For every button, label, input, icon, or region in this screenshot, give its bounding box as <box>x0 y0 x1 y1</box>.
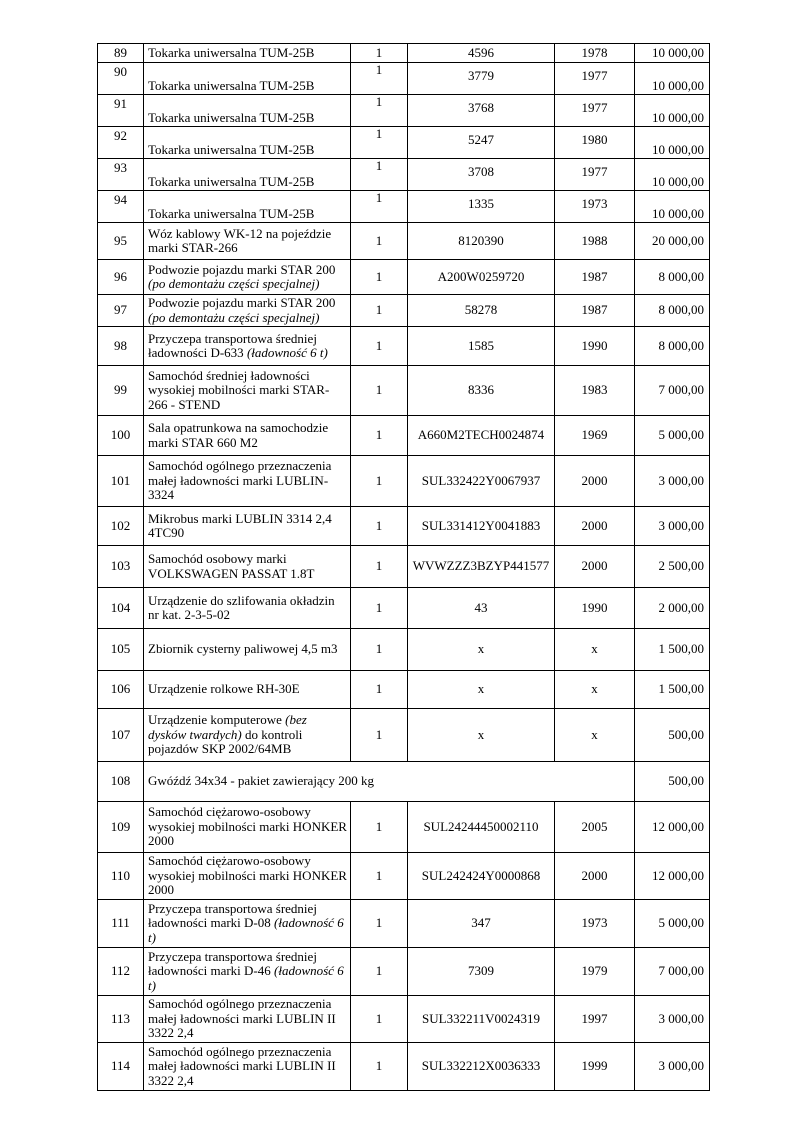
item-year: x <box>555 629 635 671</box>
row-number: 99 <box>98 366 144 416</box>
item-serial: 1585 <box>408 327 555 366</box>
item-year: 2000 <box>555 456 635 507</box>
item-quantity: 1 <box>351 260 408 295</box>
item-quantity: 1 <box>351 996 408 1043</box>
item-quantity: 1 <box>351 327 408 366</box>
item-name: Samochód osobowy marki VOLKSWAGEN PASSAT 1.8T <box>144 546 351 588</box>
row-number: 105 <box>98 629 144 671</box>
item-quantity: 1 <box>351 709 408 762</box>
item-quantity: 1 <box>351 127 408 159</box>
item-quantity: 1 <box>351 853 408 900</box>
item-value: 2 000,00 <box>635 588 710 629</box>
item-note: (po demontażu części specjalnej) <box>148 309 320 325</box>
row-number: 96 <box>98 260 144 295</box>
row-number: 114 <box>98 1043 144 1091</box>
item-year: 1977 <box>555 95 635 127</box>
item-value: 1 500,00 <box>635 671 710 709</box>
row-number: 112 <box>98 948 144 996</box>
item-quantity: 1 <box>351 948 408 996</box>
item-name-text: Podwozie pojazdu marki STAR 200 <box>148 261 336 277</box>
row-number: 103 <box>98 546 144 588</box>
item-value: 20 000,00 <box>635 223 710 260</box>
item-year: 1980 <box>555 127 635 159</box>
item-name: Wóz kablowy WK-12 na pojeździe marki STAR-266 <box>144 223 351 260</box>
item-serial: 7309 <box>408 948 555 996</box>
item-note: (ładowność 6 t) <box>148 963 344 993</box>
table-row <box>98 223 710 260</box>
item-name: Samochód ogólnego przeznaczenia małej ładowności marki LUBLIN II 3322 2,4 <box>144 996 351 1043</box>
row-number: 102 <box>98 507 144 546</box>
item-note: (bez dysków twardych) <box>148 712 307 742</box>
row-number: 101 <box>98 456 144 507</box>
row-number: 104 <box>98 588 144 629</box>
item-name: Sala opatrunkowa na samochodzie marki STAR 660 M2 <box>144 416 351 456</box>
row-number: 106 <box>98 671 144 709</box>
item-year: 1973 <box>555 191 635 223</box>
item-year: x <box>555 671 635 709</box>
item-serial: x <box>408 671 555 709</box>
row-number: 97 <box>98 295 144 327</box>
item-quantity: 1 <box>351 1043 408 1091</box>
table-row <box>98 948 710 996</box>
item-year: 1997 <box>555 996 635 1043</box>
row-number: 111 <box>98 900 144 948</box>
item-value: 1 500,00 <box>635 629 710 671</box>
item-quantity: 1 <box>351 223 408 260</box>
item-year: 1969 <box>555 416 635 456</box>
item-year: 1990 <box>555 327 635 366</box>
row-number: 100 <box>98 416 144 456</box>
row-number: 95 <box>98 223 144 260</box>
table-row <box>98 327 710 366</box>
item-year: 1987 <box>555 295 635 327</box>
item-year: 1990 <box>555 588 635 629</box>
row-number: 109 <box>98 802 144 853</box>
table-row <box>98 127 710 159</box>
item-quantity: 1 <box>351 63 408 95</box>
item-quantity: 1 <box>351 416 408 456</box>
item-serial: 58278 <box>408 295 555 327</box>
table-row <box>98 44 710 63</box>
table-row <box>98 507 710 546</box>
item-name <box>144 948 351 996</box>
row-number: 92 <box>98 127 144 159</box>
item-serial: A660M2TECH0024874 <box>408 416 555 456</box>
item-value: 12 000,00 <box>635 802 710 853</box>
item-note: (ładowność 6 t) <box>148 915 344 945</box>
item-serial: x <box>408 709 555 762</box>
row-number: 94 <box>98 191 144 223</box>
item-value: 3 000,00 <box>635 1043 710 1091</box>
item-value: 3 000,00 <box>635 507 710 546</box>
item-year: 2000 <box>555 853 635 900</box>
item-name: Tokarka uniwersalna TUM-25B <box>144 95 351 127</box>
item-name: Tokarka uniwersalna TUM-25B <box>144 159 351 191</box>
item-name: Tokarka uniwersalna TUM-25B <box>144 127 351 159</box>
item-quantity: 1 <box>351 507 408 546</box>
item-year: 1979 <box>555 948 635 996</box>
item-name: Zbiornik cysterny paliwowej 4,5 m3 <box>144 629 351 671</box>
item-quantity: 1 <box>351 295 408 327</box>
item-serial: 3708 <box>408 159 555 191</box>
row-number: 98 <box>98 327 144 366</box>
item-value: 7 000,00 <box>635 366 710 416</box>
item-serial: SUL331412Y0041883 <box>408 507 555 546</box>
item-serial: 8336 <box>408 366 555 416</box>
table-row <box>98 1043 710 1091</box>
item-serial: SUL332212X0036333 <box>408 1043 555 1091</box>
item-value: 8 000,00 <box>635 295 710 327</box>
item-name: Tokarka uniwersalna TUM-25B <box>144 44 351 63</box>
item-name: Urządzenie do szlifowania okładzin nr kat. 2-3-5-02 <box>144 588 351 629</box>
table-row <box>98 95 710 127</box>
item-name <box>144 260 351 295</box>
item-quantity: 1 <box>351 191 408 223</box>
item-year: 1977 <box>555 159 635 191</box>
row-number: 110 <box>98 853 144 900</box>
table-row <box>98 900 710 948</box>
table-row <box>98 456 710 507</box>
item-name: Tokarka uniwersalna TUM-25B <box>144 191 351 223</box>
item-value: 10 000,00 <box>635 127 710 159</box>
item-quantity: 1 <box>351 95 408 127</box>
item-year: 1978 <box>555 44 635 63</box>
table-row <box>98 996 710 1043</box>
table-row <box>98 366 710 416</box>
item-name <box>144 295 351 327</box>
item-quantity: 1 <box>351 588 408 629</box>
item-year: 2005 <box>555 802 635 853</box>
row-number: 89 <box>98 44 144 63</box>
item-serial: SUL332422Y0067937 <box>408 456 555 507</box>
row-number: 93 <box>98 159 144 191</box>
item-serial: SUL24244450002110 <box>408 802 555 853</box>
item-value: 12 000,00 <box>635 853 710 900</box>
item-quantity: 1 <box>351 802 408 853</box>
table-row <box>98 159 710 191</box>
item-name <box>144 900 351 948</box>
item-serial: 43 <box>408 588 555 629</box>
table-row <box>98 191 710 223</box>
item-name: Samochód ogólnego przeznaczenia małej ładowności marki LUBLIN-3324 <box>144 456 351 507</box>
item-quantity: 1 <box>351 900 408 948</box>
item-serial: x <box>408 629 555 671</box>
item-name-text: Przyczepa transportowa średniej ładowności marki D-08 <box>148 900 317 931</box>
item-value: 500,00 <box>635 762 710 802</box>
item-name: Samochód średniej ładowności wysokiej mobilności marki STAR-266 - STEND <box>144 366 351 416</box>
table-row <box>98 295 710 327</box>
item-name <box>144 327 351 366</box>
table-row <box>98 546 710 588</box>
item-serial: 3779 <box>408 63 555 95</box>
item-year: 1977 <box>555 63 635 95</box>
item-quantity: 1 <box>351 366 408 416</box>
item-quantity: 1 <box>351 456 408 507</box>
item-value: 10 000,00 <box>635 191 710 223</box>
item-name: Samochód ciężarowo-osobowy wysokiej mobilności marki HONKER 2000 <box>144 853 351 900</box>
item-quantity: 1 <box>351 44 408 63</box>
item-year: 1988 <box>555 223 635 260</box>
row-number: 90 <box>98 63 144 95</box>
item-name-text: Podwozie pojazdu marki STAR 200 <box>148 295 336 310</box>
item-name: Gwóźdź 34x34 - pakiet zawierający 200 kg <box>144 762 635 802</box>
item-quantity: 1 <box>351 546 408 588</box>
row-number: 108 <box>98 762 144 802</box>
item-value: 10 000,00 <box>635 159 710 191</box>
item-name <box>144 709 351 762</box>
item-value: 3 000,00 <box>635 996 710 1043</box>
table-row <box>98 260 710 295</box>
item-quantity: 1 <box>351 159 408 191</box>
item-value: 10 000,00 <box>635 95 710 127</box>
item-name-text: Przyczepa transportowa średniej ładowności D-633 <box>148 330 317 360</box>
item-serial: SUL242424Y0000868 <box>408 853 555 900</box>
item-value: 10 000,00 <box>635 63 710 95</box>
item-name: Urządzenie rolkowe RH-30E <box>144 671 351 709</box>
item-note: (ładowność 6 t) <box>246 345 328 360</box>
item-serial: WVWZZZ3BZYP441577 <box>408 546 555 588</box>
item-value: 10 000,00 <box>635 44 710 63</box>
item-serial: SUL332211V0024319 <box>408 996 555 1043</box>
item-value: 5 000,00 <box>635 416 710 456</box>
row-number: 113 <box>98 996 144 1043</box>
table-row <box>98 802 710 853</box>
item-serial: 4596 <box>408 44 555 63</box>
item-year: 1999 <box>555 1043 635 1091</box>
row-number: 91 <box>98 95 144 127</box>
item-quantity: 1 <box>351 671 408 709</box>
table-row <box>98 853 710 900</box>
item-serial: 1335 <box>408 191 555 223</box>
table-row <box>98 709 710 762</box>
item-value: 7 000,00 <box>635 948 710 996</box>
table-row <box>98 588 710 629</box>
item-serial: 5247 <box>408 127 555 159</box>
inventory-table <box>97 43 710 1091</box>
item-value: 2 500,00 <box>635 546 710 588</box>
item-name: Tokarka uniwersalna TUM-25B <box>144 63 351 95</box>
table-row <box>98 416 710 456</box>
item-year: 2000 <box>555 507 635 546</box>
item-year: 2000 <box>555 546 635 588</box>
item-serial: 347 <box>408 900 555 948</box>
item-value: 8 000,00 <box>635 327 710 366</box>
item-value: 8 000,00 <box>635 260 710 295</box>
item-serial: A200W0259720 <box>408 260 555 295</box>
item-value: 5 000,00 <box>635 900 710 948</box>
item-serial: 8120390 <box>408 223 555 260</box>
item-quantity: 1 <box>351 629 408 671</box>
item-serial: 3768 <box>408 95 555 127</box>
item-value: 3 000,00 <box>635 456 710 507</box>
item-year: 1987 <box>555 260 635 295</box>
item-name: Mikrobus marki LUBLIN 3314 2,4 4TC90 <box>144 507 351 546</box>
item-name: Samochód ogólnego przeznaczenia małej ładowności marki LUBLIN II 3322 2,4 <box>144 1043 351 1091</box>
item-year: 1983 <box>555 366 635 416</box>
item-value: 500,00 <box>635 709 710 762</box>
item-year: 1973 <box>555 900 635 948</box>
table-row <box>98 762 710 802</box>
item-year: x <box>555 709 635 762</box>
item-name-tail: do kontroli pojazdów SKP 2002/64MB <box>148 726 303 757</box>
item-note: (po demontażu części specjalnej) <box>148 276 320 291</box>
table-row <box>98 671 710 709</box>
item-name-text: Urządzenie komputerowe <box>148 712 282 728</box>
item-name: Samochód ciężarowo-osobowy wysokiej mobilności marki HONKER 2000 <box>144 802 351 853</box>
table-row <box>98 629 710 671</box>
row-number: 107 <box>98 709 144 762</box>
item-name-text: Przyczepa transportowa średniej ładowności marki D-46 <box>148 948 317 979</box>
table-row <box>98 63 710 95</box>
